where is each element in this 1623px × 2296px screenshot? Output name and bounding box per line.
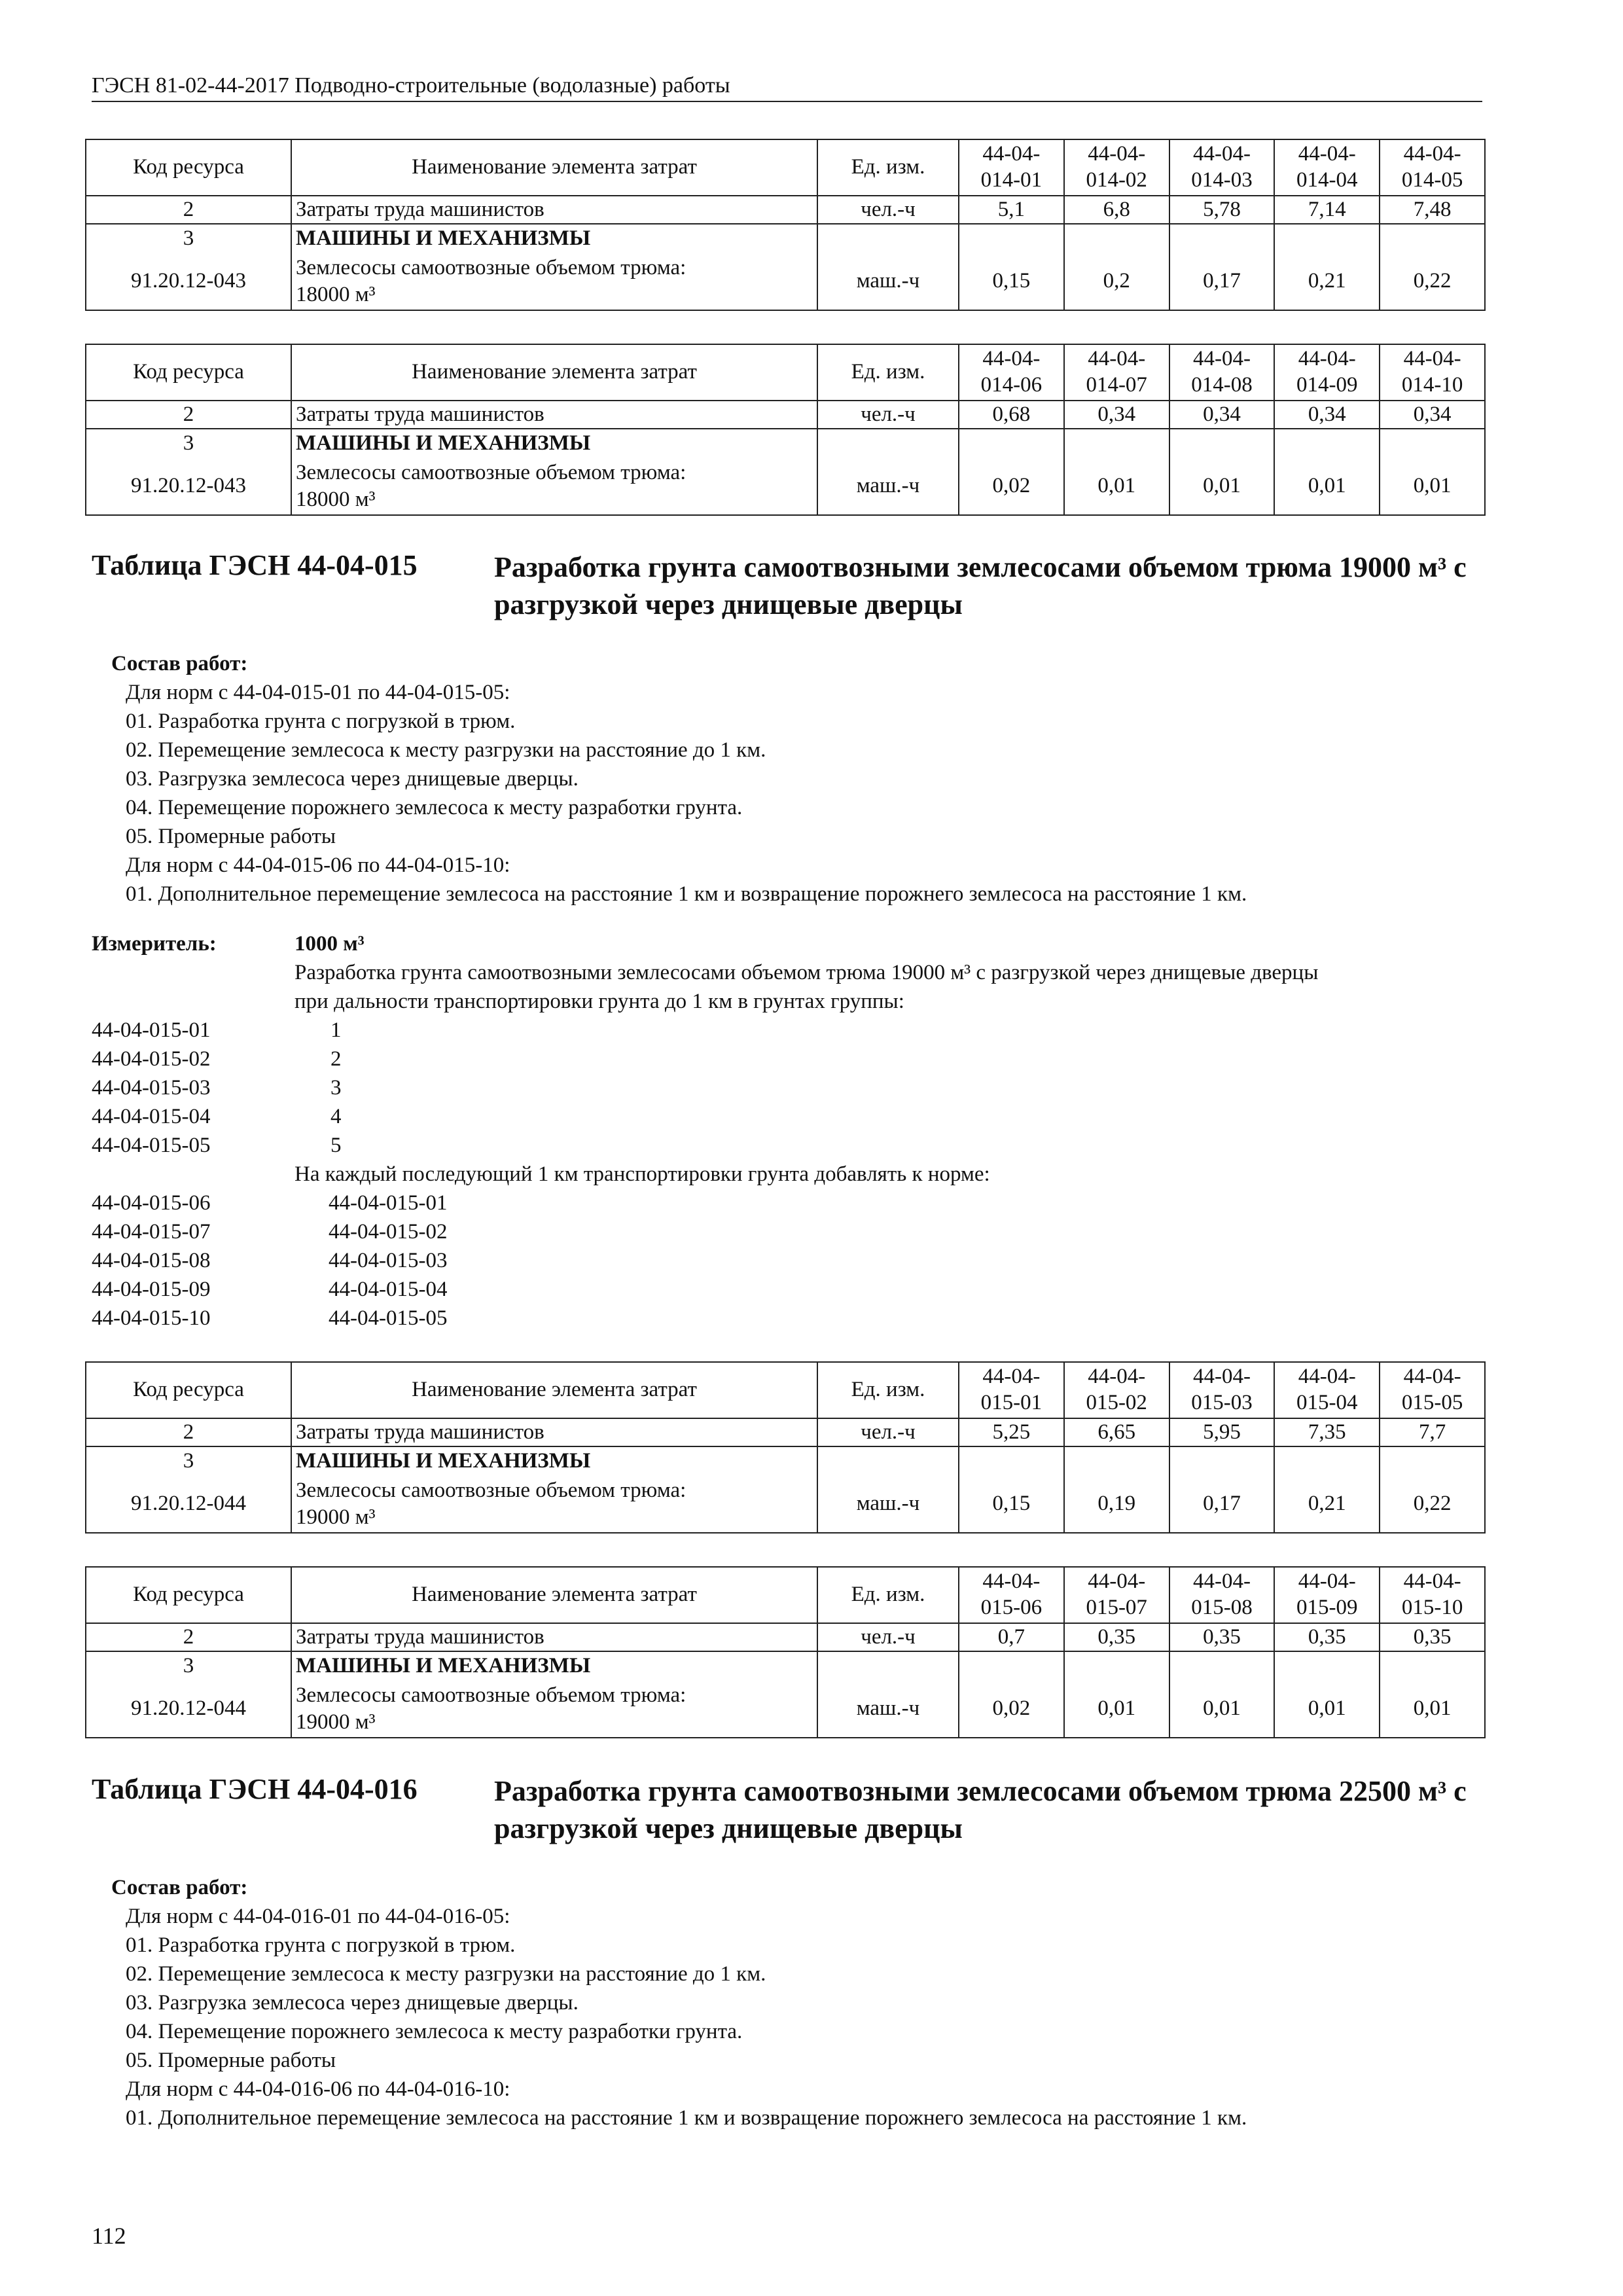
- norm-code-part: 014-08: [1191, 373, 1253, 397]
- work-label: Состав работ:: [111, 652, 248, 675]
- value-cell: 5,1: [959, 196, 1064, 224]
- empty-cell: [1064, 224, 1169, 253]
- norm-code-part: 015-02: [1086, 1391, 1147, 1414]
- norm-code-part: 44-04-: [1298, 142, 1356, 166]
- resource-code: 91.20.12-044: [86, 1680, 291, 1738]
- resource-name: Затраты труда машинистов: [291, 1418, 817, 1446]
- meter-row: [92, 1189, 1492, 1217]
- value-cell: 0,15: [959, 1475, 1064, 1533]
- value-cell: 5,25: [959, 1418, 1064, 1446]
- value-cell: 0,15: [959, 253, 1064, 310]
- table-heading: Разработка грунта самоотвозными землесосами объемом трюма 19000 м³ с разгрузкой через днищевые дверцы: [494, 551, 1467, 621]
- cost-table-014-a: [85, 139, 1486, 311]
- empty-cell: [817, 1651, 959, 1680]
- meter-text: 2: [330, 1047, 342, 1071]
- col-header-norm: [1064, 344, 1169, 401]
- page-header: ГЭСН 81-02-44-2017 Подводно-строительные (водолазные) работы: [92, 73, 1482, 102]
- resource-name-line: 18000 м³: [296, 282, 376, 306]
- value-cell: 0,35: [1274, 1623, 1380, 1651]
- empty-cell: [1380, 224, 1485, 253]
- meter-row: [92, 1131, 1492, 1160]
- resource-name: [291, 1475, 817, 1533]
- empty-cell: [959, 224, 1064, 253]
- empty-cell: [1380, 1651, 1485, 1680]
- norm-code-part: 015-05: [1401, 1391, 1463, 1414]
- col-header-norm: [1274, 1362, 1380, 1418]
- unit-cell: чел.-ч: [817, 196, 959, 224]
- meter-code: 44-04-015-07: [92, 1220, 211, 1244]
- value-cell: 0,01: [1169, 457, 1275, 515]
- meter-text: при дальности транспортировки грунта до 1 км в грунтах группы:: [294, 990, 904, 1013]
- meter-code: 44-04-015-10: [92, 1306, 211, 1330]
- work-line: 01. Разработка грунта с погрузкой в трюм.: [126, 1933, 516, 1957]
- value-cell: 0,34: [1064, 401, 1169, 429]
- col-header-norm: [1064, 1362, 1169, 1418]
- empty-cell: [1064, 1446, 1169, 1475]
- norm-code-part: 44-04-: [982, 1570, 1041, 1594]
- resource-name: [291, 1680, 817, 1738]
- value-cell: 6,65: [1064, 1418, 1169, 1446]
- meter-row: [92, 1016, 1492, 1045]
- cost-table-015-a: [85, 1361, 1486, 1534]
- work-line: Для норм с 44-04-015-01 по 44-04-015-05:: [126, 681, 510, 704]
- work-line: 03. Разгрузка землесоса через днищевые дверцы.: [126, 767, 579, 791]
- meter-block-015: [92, 929, 1492, 1333]
- col-header-norm: [1064, 1567, 1169, 1623]
- work-line: 03. Разгрузка землесоса через днищевые дверцы.: [126, 1991, 579, 2015]
- norm-code-part: 44-04-: [1298, 347, 1356, 371]
- norm-code-part: 44-04-: [1193, 142, 1251, 166]
- resource-code: 2: [86, 196, 291, 224]
- table-row: [86, 1418, 1485, 1446]
- col-header-name: Наименование элемента затрат: [291, 344, 817, 401]
- resource-code: 3: [86, 224, 291, 253]
- table-number: Таблица ГЭСН 44-04-015: [92, 549, 418, 581]
- value-cell: 0,7: [959, 1623, 1064, 1651]
- value-cell: 0,01: [1064, 457, 1169, 515]
- work-line: 05. Промерные работы: [126, 2049, 336, 2072]
- resource-code: 91.20.12-043: [86, 457, 291, 515]
- value-cell: 0,35: [1380, 1623, 1485, 1651]
- norm-code-part: 014-07: [1086, 373, 1147, 397]
- table-heading: Разработка грунта самоотвозными землесосами объемом трюма 22500 м³ с разгрузкой через днищевые дверцы: [494, 1775, 1467, 1845]
- meter-code: 44-04-015-09: [92, 1278, 211, 1301]
- norm-code-part: 014-01: [980, 168, 1043, 192]
- col-header-unit: Ед. изм.: [817, 344, 959, 401]
- table-row: [86, 429, 1485, 457]
- table-row: [86, 1623, 1485, 1651]
- meter-row: [92, 929, 1492, 958]
- table-title-015: [92, 548, 1486, 627]
- col-header-norm: [1169, 1567, 1275, 1623]
- empty-cell: [1380, 429, 1485, 457]
- resource-name-line: Землесосы самоотвозные объемом трюма:: [296, 460, 687, 484]
- col-header-unit: Ед. изм.: [817, 139, 959, 196]
- table-row: [86, 1651, 1485, 1680]
- work-line: Для норм с 44-04-015-06 по 44-04-015-10:: [126, 853, 510, 877]
- table-row: [86, 1446, 1485, 1475]
- empty-cell: [817, 429, 959, 457]
- col-header-norm: [1169, 1362, 1275, 1418]
- col-header-norm: [1380, 139, 1485, 196]
- empty-cell: [1274, 429, 1380, 457]
- table-row: [86, 253, 1485, 310]
- value-cell: 0,35: [1169, 1623, 1275, 1651]
- meter-row: [92, 1246, 1492, 1275]
- value-cell: 0,34: [1169, 401, 1275, 429]
- header-row: [86, 1362, 1485, 1418]
- empty-cell: [959, 429, 1064, 457]
- meter-text: 5: [330, 1134, 342, 1157]
- meter-code: 44-04-015-03: [92, 1076, 211, 1100]
- meter-code: 44-04-015-08: [92, 1249, 211, 1272]
- meter-text: 4: [330, 1105, 342, 1128]
- value-cell: 7,7: [1380, 1418, 1485, 1446]
- col-header-code: Код ресурса: [86, 344, 291, 401]
- work-label: Состав работ:: [111, 1876, 248, 1899]
- norm-code-part: 44-04-: [1403, 1570, 1461, 1594]
- value-cell: 0,02: [959, 1680, 1064, 1738]
- col-header-norm: [959, 1567, 1064, 1623]
- work-line: 05. Промерные работы: [126, 825, 336, 848]
- norm-code-part: 015-03: [1191, 1391, 1253, 1414]
- meter-row: [92, 1102, 1492, 1131]
- norm-code-part: 44-04-: [1403, 347, 1461, 371]
- work-line: Для норм с 44-04-016-06 по 44-04-016-10:: [126, 2077, 510, 2101]
- value-cell: 5,78: [1169, 196, 1275, 224]
- col-header-unit: Ед. изм.: [817, 1567, 959, 1623]
- unit-cell: маш.-ч: [817, 1475, 959, 1533]
- resource-name-line: Землесосы самоотвозные объемом трюма:: [296, 255, 687, 279]
- table-row: [86, 224, 1485, 253]
- resource-code: 3: [86, 429, 291, 457]
- value-cell: 0,21: [1274, 1475, 1380, 1533]
- value-cell: 0,01: [1380, 457, 1485, 515]
- meter-row: [92, 1217, 1492, 1246]
- value-cell: 0,01: [1380, 1680, 1485, 1738]
- norm-code-part: 015-08: [1191, 1596, 1253, 1619]
- value-cell: 0,2: [1064, 253, 1169, 310]
- value-cell: 6,8: [1064, 196, 1169, 224]
- work-line: 01. Дополнительное перемещение землесоса на расстояние 1 км и возвращение порожнего землесоса на расстояние 1 км.: [126, 882, 1247, 906]
- unit-cell: чел.-ч: [817, 401, 959, 429]
- resource-name-line: 19000 м³: [296, 1505, 376, 1529]
- resource-code: 3: [86, 1651, 291, 1680]
- resource-name: Затраты труда машинистов: [291, 196, 817, 224]
- resource-name-line: Землесосы самоотвозные объемом трюма:: [296, 1478, 687, 1502]
- work-line: 01. Дополнительное перемещение землесоса на расстояние 1 км и возвращение порожнего землесоса на расстояние 1 км.: [126, 2106, 1247, 2130]
- col-header-unit: Ед. изм.: [817, 1362, 959, 1418]
- value-cell: 0,22: [1380, 253, 1485, 310]
- meter-text: На каждый последующий 1 км транспортировки грунта добавлять к норме:: [294, 1162, 990, 1186]
- norm-code-part: 014-03: [1191, 168, 1253, 192]
- norm-code-part: 44-04-: [982, 1365, 1041, 1389]
- empty-cell: [817, 1446, 959, 1475]
- meter-text: 44-04-015-05: [329, 1306, 448, 1330]
- meter-text: 44-04-015-03: [329, 1249, 448, 1272]
- col-header-norm: [1380, 344, 1485, 401]
- empty-cell: [1274, 1446, 1380, 1475]
- col-header-norm: [1064, 139, 1169, 196]
- unit-cell: маш.-ч: [817, 457, 959, 515]
- col-header-norm: [959, 344, 1064, 401]
- norm-code-part: 015-01: [980, 1391, 1043, 1414]
- norm-code-part: 014-05: [1401, 168, 1463, 192]
- norm-code-part: 015-04: [1296, 1391, 1358, 1414]
- empty-cell: [1064, 1651, 1169, 1680]
- work-line: 04. Перемещение порожнего землесоса к месту разработки грунта.: [126, 796, 743, 819]
- col-header-norm: [1274, 1567, 1380, 1623]
- value-cell: 0,21: [1274, 253, 1380, 310]
- value-cell: 0,17: [1169, 253, 1275, 310]
- value-cell: 7,14: [1274, 196, 1380, 224]
- meter-code: 44-04-015-06: [92, 1191, 211, 1215]
- unit-cell: маш.-ч: [817, 1680, 959, 1738]
- value-cell: 0,68: [959, 401, 1064, 429]
- resource-name: Затраты труда машинистов: [291, 401, 817, 429]
- resource-code: 2: [86, 1623, 291, 1651]
- meter-text: 3: [330, 1076, 342, 1100]
- meter-code: 44-04-015-04: [92, 1105, 211, 1128]
- value-cell: 0,02: [959, 457, 1064, 515]
- empty-cell: [1380, 1446, 1485, 1475]
- table-row: [86, 1680, 1485, 1738]
- value-cell: 0,34: [1274, 401, 1380, 429]
- empty-cell: [959, 1651, 1064, 1680]
- table-number: Таблица ГЭСН 44-04-016: [92, 1773, 418, 1805]
- meter-code: 44-04-015-01: [92, 1018, 211, 1042]
- empty-cell: [1169, 429, 1275, 457]
- meter-text: 1: [330, 1018, 342, 1042]
- norm-code-part: 015-07: [1086, 1596, 1147, 1619]
- col-header-name: Наименование элемента затрат: [291, 1362, 817, 1418]
- norm-code-part: 44-04-: [982, 142, 1041, 166]
- cost-table-014-b: [85, 344, 1486, 516]
- resource-code: 3: [86, 1446, 291, 1475]
- norm-code-part: 014-10: [1401, 373, 1463, 397]
- col-header-name: Наименование элемента затрат: [291, 139, 817, 196]
- work-composition-015: [92, 649, 1492, 908]
- meter-text: 44-04-015-02: [329, 1220, 448, 1244]
- table-row: [86, 401, 1485, 429]
- meter-code: 44-04-015-05: [92, 1134, 211, 1157]
- work-line: 04. Перемещение порожнего землесоса к месту разработки грунта.: [126, 2020, 743, 2043]
- norm-code-part: 44-04-: [1088, 1365, 1146, 1389]
- resource-name-line: 18000 м³: [296, 487, 376, 511]
- value-cell: 0,19: [1064, 1475, 1169, 1533]
- table-row: [86, 196, 1485, 224]
- page-number: 112: [92, 2223, 126, 2249]
- meter-text: 44-04-015-04: [329, 1278, 448, 1301]
- unit-cell: маш.-ч: [817, 253, 959, 310]
- value-cell: 0,17: [1169, 1475, 1275, 1533]
- empty-cell: [1274, 224, 1380, 253]
- work-line: 02. Перемещение землесоса к месту разгрузки на расстояние до 1 км.: [126, 738, 766, 762]
- meter-row: [92, 1160, 1492, 1189]
- resource-code: 91.20.12-044: [86, 1475, 291, 1533]
- meter-row: [92, 1045, 1492, 1073]
- norm-code-part: 44-04-: [1403, 1365, 1461, 1389]
- meter-row: [92, 987, 1492, 1016]
- col-header-code: Код ресурса: [86, 139, 291, 196]
- section-heading: МАШИНЫ И МЕХАНИЗМЫ: [291, 224, 817, 253]
- resource-name: [291, 457, 817, 515]
- resource-name-line: 19000 м³: [296, 1710, 376, 1734]
- resource-code: 91.20.12-043: [86, 253, 291, 310]
- col-header-norm: [1274, 139, 1380, 196]
- empty-cell: [817, 224, 959, 253]
- meter-code: 44-04-015-02: [92, 1047, 211, 1071]
- meter-text: 1000 м³: [294, 932, 365, 956]
- norm-code-part: 015-06: [980, 1596, 1043, 1619]
- empty-cell: [1064, 429, 1169, 457]
- value-cell: 0,35: [1064, 1623, 1169, 1651]
- norm-code-part: 44-04-: [1298, 1570, 1356, 1594]
- norm-code-part: 44-04-: [1193, 347, 1251, 371]
- value-cell: 5,95: [1169, 1418, 1275, 1446]
- header-row: [86, 139, 1485, 196]
- norm-code-part: 44-04-: [1193, 1570, 1251, 1594]
- norm-code-part: 014-04: [1296, 168, 1358, 192]
- meter-code: Измеритель:: [92, 932, 217, 956]
- norm-code-part: 44-04-: [982, 347, 1041, 371]
- col-header-norm: [1380, 1362, 1485, 1418]
- col-header-norm: [1274, 344, 1380, 401]
- meter-text: Разработка грунта самоотвозными землесосами объемом трюма 19000 м³ с разгрузкой через днищевые дверцы: [294, 961, 1319, 984]
- header-row: [86, 344, 1485, 401]
- norm-code-part: 014-06: [980, 373, 1043, 397]
- value-cell: 0,22: [1380, 1475, 1485, 1533]
- meter-row: [92, 1275, 1492, 1304]
- norm-code-part: 015-09: [1296, 1596, 1358, 1619]
- value-cell: 0,01: [1274, 457, 1380, 515]
- unit-cell: чел.-ч: [817, 1418, 959, 1446]
- col-header-norm: [959, 139, 1064, 196]
- table-row: [86, 1475, 1485, 1533]
- work-line: 02. Перемещение землесоса к месту разгрузки на расстояние до 1 км.: [126, 1962, 766, 1986]
- norm-code-part: 014-02: [1086, 168, 1147, 192]
- empty-cell: [959, 1446, 1064, 1475]
- value-cell: 7,35: [1274, 1418, 1380, 1446]
- section-heading: МАШИНЫ И МЕХАНИЗМЫ: [291, 429, 817, 457]
- norm-code-part: 015-10: [1401, 1596, 1463, 1619]
- col-header-norm: [1169, 344, 1275, 401]
- section-heading: МАШИНЫ И МЕХАНИЗМЫ: [291, 1446, 817, 1475]
- norm-code-part: 44-04-: [1193, 1365, 1251, 1389]
- resource-code: 2: [86, 401, 291, 429]
- norm-code-part: 44-04-: [1088, 142, 1146, 166]
- value-cell: 0,01: [1064, 1680, 1169, 1738]
- unit-cell: чел.-ч: [817, 1623, 959, 1651]
- col-header-norm: [959, 1362, 1064, 1418]
- work-line: Для норм с 44-04-016-01 по 44-04-016-05:: [126, 1905, 510, 1928]
- value-cell: 0,01: [1169, 1680, 1275, 1738]
- norm-code-part: 44-04-: [1088, 347, 1146, 371]
- meter-row: [92, 1073, 1492, 1102]
- cost-table-015-b: [85, 1566, 1486, 1738]
- empty-cell: [1169, 1446, 1275, 1475]
- col-header-code: Код ресурса: [86, 1567, 291, 1623]
- header-row: [86, 1567, 1485, 1623]
- resource-code: 2: [86, 1418, 291, 1446]
- table-row: [86, 457, 1485, 515]
- norm-code-part: 44-04-: [1298, 1365, 1356, 1389]
- work-composition-016: [92, 1873, 1492, 2132]
- col-header-norm: [1169, 139, 1275, 196]
- norm-code-part: 44-04-: [1403, 142, 1461, 166]
- resource-name-line: Землесосы самоотвозные объемом трюма:: [296, 1683, 687, 1707]
- table-title-016: [92, 1772, 1486, 1851]
- meter-text: 44-04-015-01: [329, 1191, 448, 1215]
- col-header-code: Код ресурса: [86, 1362, 291, 1418]
- meter-row: [92, 1304, 1492, 1333]
- col-header-norm: [1380, 1567, 1485, 1623]
- value-cell: 7,48: [1380, 196, 1485, 224]
- col-header-name: Наименование элемента затрат: [291, 1567, 817, 1623]
- value-cell: 0,34: [1380, 401, 1485, 429]
- norm-code-part: 44-04-: [1088, 1570, 1146, 1594]
- resource-name: [291, 253, 817, 310]
- empty-cell: [1169, 1651, 1275, 1680]
- empty-cell: [1169, 224, 1275, 253]
- norm-code-part: 014-09: [1296, 373, 1358, 397]
- value-cell: 0,01: [1274, 1680, 1380, 1738]
- resource-name: Затраты труда машинистов: [291, 1623, 817, 1651]
- empty-cell: [1274, 1651, 1380, 1680]
- meter-row: [92, 958, 1492, 987]
- section-heading: МАШИНЫ И МЕХАНИЗМЫ: [291, 1651, 817, 1680]
- work-line: 01. Разработка грунта с погрузкой в трюм.: [126, 709, 516, 733]
